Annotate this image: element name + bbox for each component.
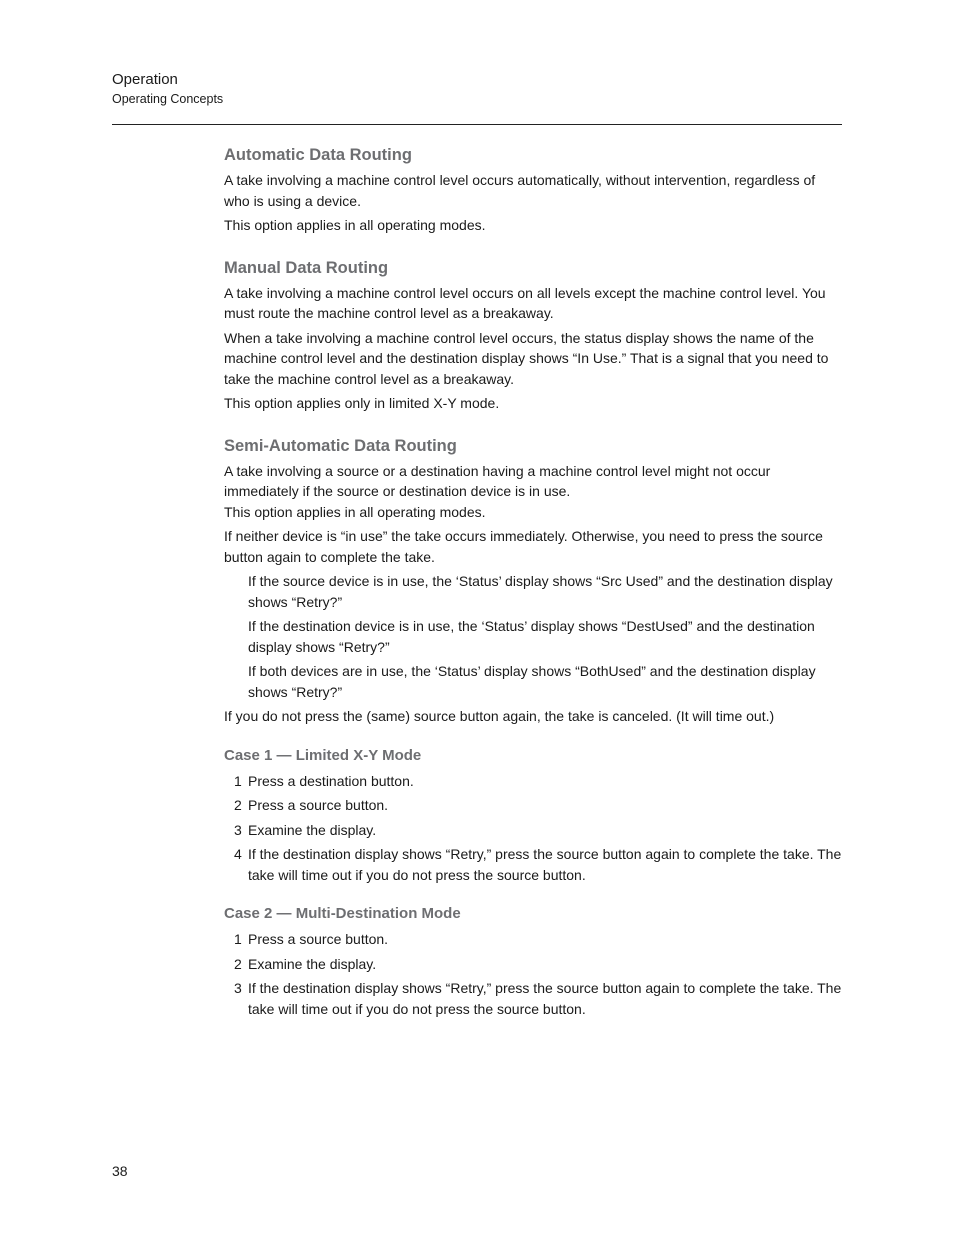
section-title: Operating Concepts	[112, 92, 224, 106]
step-text: If the destination display shows “Retry,” press the source button again to complete the take. The take will time out if you do not press the source button.	[248, 980, 842, 1017]
step-number: 4	[234, 846, 242, 862]
semi-paragraph: If neither device is “in use” the take occurs immediately. Otherwise, you need to press the source button again to complete the take.	[224, 528, 823, 565]
step-number: 3	[234, 980, 242, 996]
step-text: Examine the display.	[248, 821, 377, 838]
step-text: If the destination display shows “Retry,” press the source button again to complete the take. The take will time out if you do not press the source button.	[248, 846, 842, 883]
automatic-paragraph: A take involving a machine control level occurs automatically, without intervention, regardless of who is using a device.	[224, 172, 816, 209]
running-header	[112, 70, 842, 108]
semi-indented-item: If both devices are in use, the ‘Status’ display shows “BothUsed” and the destination display shows “Retry?”	[248, 663, 816, 700]
case1-section	[224, 746, 844, 886]
page-number: 38	[112, 1163, 128, 1179]
step-text: Press a destination button.	[248, 772, 414, 789]
list-item	[224, 844, 844, 885]
list-item	[224, 929, 844, 950]
semi-paragraph: A take involving a source or a destination having a machine control level might not occur immediately if the source or destination device is in use.	[224, 462, 771, 499]
header-divider	[112, 124, 842, 125]
step-text: Press a source button.	[248, 931, 389, 947]
step-number: 2	[234, 797, 242, 813]
manual-paragraph: When a take involving a machine control level occurs, the status display shows the name of the machine control level and the destination display shows “In Use.” That is a signal that you need to take the machine control level as a breakaway.	[224, 329, 829, 387]
list-item	[224, 771, 844, 792]
case2-heading: Case 2 — Multi-Destination Mode	[224, 905, 461, 922]
semi-heading: Semi-Automatic Data Routing	[224, 436, 457, 455]
step-number: 2	[234, 955, 242, 972]
automatic-heading: Automatic Data Routing	[224, 146, 412, 164]
manual-heading: Manual Data Routing	[224, 258, 389, 277]
automatic-paragraph: This option applies in all operating modes.	[224, 217, 486, 233]
case2-steps	[224, 929, 844, 1019]
automatic-data-routing-section	[224, 144, 844, 236]
semi-indented-item: If the destination device is in use, the ‘Status’ display shows “DestUsed” and the destination display shows “Retry?”	[248, 618, 815, 655]
manual-paragraph: This option applies only in limited X-Y mode.	[224, 395, 500, 411]
step-text: Examine the display.	[248, 955, 377, 972]
list-item	[224, 954, 844, 975]
step-text: Press a source button.	[248, 797, 389, 813]
manual-paragraph: A take involving a machine control level occurs on all levels except the machine control level. You must route the machine control level as a breakaway.	[224, 284, 826, 321]
list-item	[224, 820, 844, 841]
step-number: 1	[234, 772, 242, 789]
semi-paragraph: If you do not press the (same) source button again, the take is canceled. (It will time out.)	[224, 708, 775, 724]
semi-automatic-data-routing-section	[224, 435, 844, 727]
case2-section	[224, 904, 844, 1019]
list-item	[224, 978, 844, 1019]
case1-heading: Case 1 — Limited X-Y Mode	[224, 746, 422, 764]
manual-data-routing-section	[224, 257, 844, 414]
step-number: 3	[234, 821, 242, 838]
page-body	[224, 140, 844, 1023]
semi-paragraph: This option applies in all operating modes.	[224, 503, 486, 520]
case1-steps	[224, 771, 844, 886]
step-number: 1	[234, 931, 242, 947]
semi-indented-item: If the source device is in use, the ‘Status’ display shows “Src Used” and the destination display shows “Retry?”	[248, 573, 833, 610]
chapter-title: Operation	[112, 71, 178, 88]
list-item	[224, 795, 844, 816]
